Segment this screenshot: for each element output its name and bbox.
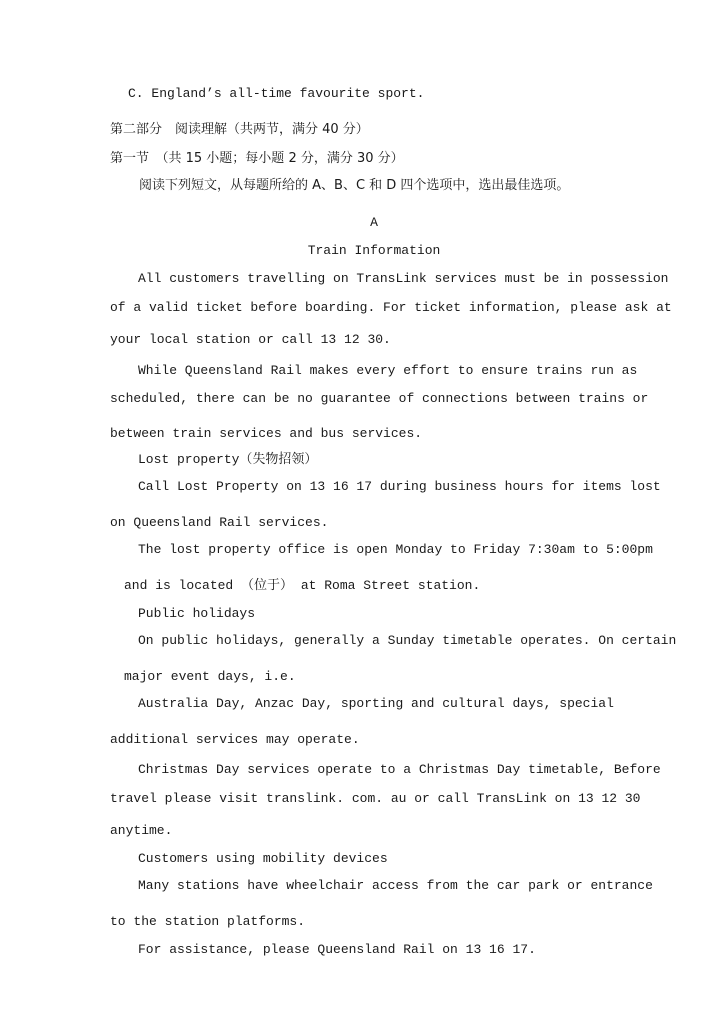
paragraph-line: of a valid ticket before boarding. For ticket information, please ask at (110, 300, 672, 315)
paragraph-line: The lost property office is open Monday to Friday 7:30am to 5:00pm (138, 542, 653, 557)
paragraph-line: on Queensland Rail services. (110, 515, 329, 530)
paragraph-line: Many stations have wheelchair access from the car park or entrance (138, 878, 653, 893)
paragraph-line: scheduled, there can be no guarantee of connections between trains or (110, 391, 649, 406)
passage-title: Train Information (307, 243, 441, 258)
paragraph-line: your local station or call 13 12 30. (110, 332, 391, 347)
paragraph-line: and is located （位于） at Roma Street station. (124, 578, 481, 593)
paragraph-line: to the station platforms. (110, 914, 306, 929)
paragraph-line: anytime. (110, 823, 173, 838)
paragraph-line: While Queensland Rail makes every effort to ensure trains run as (138, 363, 638, 378)
paragraph-line: All customers travelling on TransLink services must be in possession (138, 271, 669, 286)
paragraph-line: between train services and bus services. (110, 426, 423, 441)
paragraph-line: Call Lost Property on 13 16 17 during business hours for items lost (138, 479, 661, 494)
instructions: 阅读下列短文，从每题所给的 A、B、C 和 D 四个选项中，选出最佳选项。 (139, 178, 570, 193)
section-heading-public-holidays: Public holidays (138, 606, 256, 621)
paragraph-line: On public holidays, generally a Sunday timetable operates. On certain (138, 633, 677, 648)
paragraph-line: additional services may operate. (110, 732, 360, 747)
paragraph-line: For assistance, please Queensland Rail on 13 16 17. (138, 942, 536, 957)
paragraph-line: Australia Day, Anzac Day, sporting and cultural days, special (138, 696, 614, 711)
paragraph-line: major event days, i.e. (124, 669, 296, 684)
section-heading-lost-property: Lost property（失物招领） (138, 452, 318, 467)
paragraph-line: travel please visit translink. com. au or call TransLink on 13 12 30 (110, 791, 641, 806)
passage-label: A (370, 215, 378, 230)
paragraph-line: Christmas Day services operate to a Christmas Day timetable, Before (138, 762, 661, 777)
subsection-header: 第一节 （共 15 小题；每小题 2 分，满分 30 分） (110, 151, 404, 166)
answer-option-c: C. England’s all-time favourite sport. (128, 86, 425, 101)
section-header: 第二部分 阅读理解（共两节，满分 40 分） (110, 122, 369, 137)
section-heading-mobility: Customers using mobility devices (138, 851, 388, 866)
